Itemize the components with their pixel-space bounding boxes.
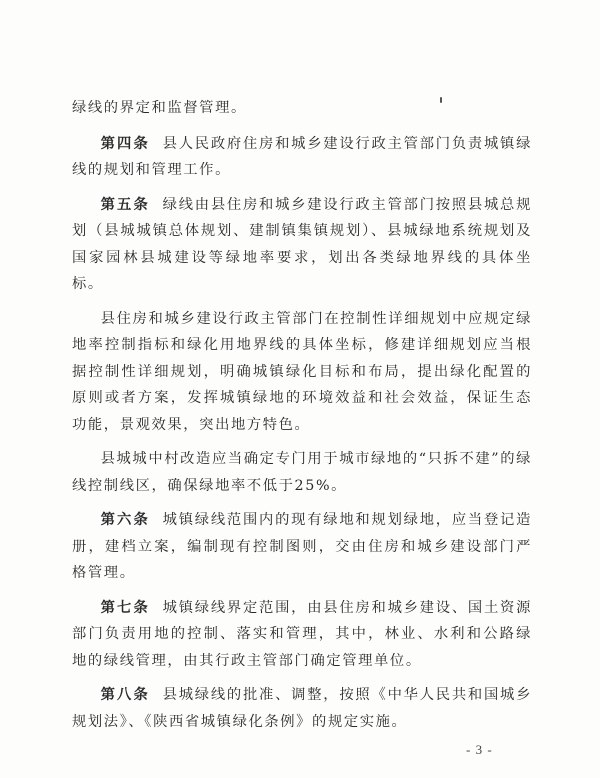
document-body — [72, 95, 532, 743]
paragraph-text: 绿线的界定和监督管理。 — [72, 100, 247, 116]
paragraph-5 — [72, 446, 532, 499]
paragraph-text: 县城城中村改造应当确定专门用于城市绿地的“只拆不建”的绿线控制线区，确保绿地率不低于25%。 — [72, 451, 532, 494]
paragraph-text: 县人民政府住房和城乡建设行政主管部门负责城镇绿线的规划和管理工作。 — [72, 135, 532, 178]
paragraph-text: 城镇绿线界定范围，由县住房和城乡建设、国土资源部门负责用地的控制、落实和管理，其中，林业、水利和公路绿地的绿线管理，由其行政主管部门确定管理单位。 — [72, 599, 532, 669]
article-heading: 第六条 — [100, 512, 150, 528]
article-5-paragraph — [72, 192, 532, 298]
page-number: - 3 - — [466, 742, 493, 757]
paragraph-1 — [72, 95, 532, 122]
paragraph-4 — [72, 306, 532, 439]
paragraph-text: 县城绿线的批准、调整，按照《中华人民共和国城乡规划法》、《陕西省城镇绿化条例》的规定实施。 — [72, 687, 532, 730]
article-6-paragraph — [72, 507, 532, 587]
article-heading: 第四条 — [100, 135, 150, 152]
article-4-paragraph — [72, 131, 532, 184]
paragraph-text: 城镇绿线范围内的现有绿地和规划绿地，应当登记造册，建档立案，编制现有控制图则，交由住房和城乡建设部门严格管理。 — [72, 512, 532, 581]
paragraph-text: 绿线由县住房和城乡建设行政主管部门按照县城总规划（县城城镇总体规划、建制镇集镇规划）、县城绿地系统规划及国家园林县城建设等绿地率要求，划出各类绿地界线的具体坐标。 — [72, 196, 532, 292]
paragraph-text: 县住房和城乡建设行政主管部门在控制性详细规划中应规定绿地率控制指标和绿化用地界线的具体坐标，修建详细规划应当根据控制性详细规划，明确城镇绿化目标和布局，提出绿化配置的原则或者方案，发挥城镇绿地的环境效益和社会效益，保证生态功能，景观效果，突出地方特色。 — [72, 310, 532, 433]
article-heading: 第七条 — [100, 599, 150, 616]
article-8-paragraph — [72, 682, 532, 735]
article-heading: 第八条 — [100, 687, 150, 703]
article-heading: 第五条 — [100, 196, 150, 213]
article-7-paragraph — [72, 595, 532, 675]
